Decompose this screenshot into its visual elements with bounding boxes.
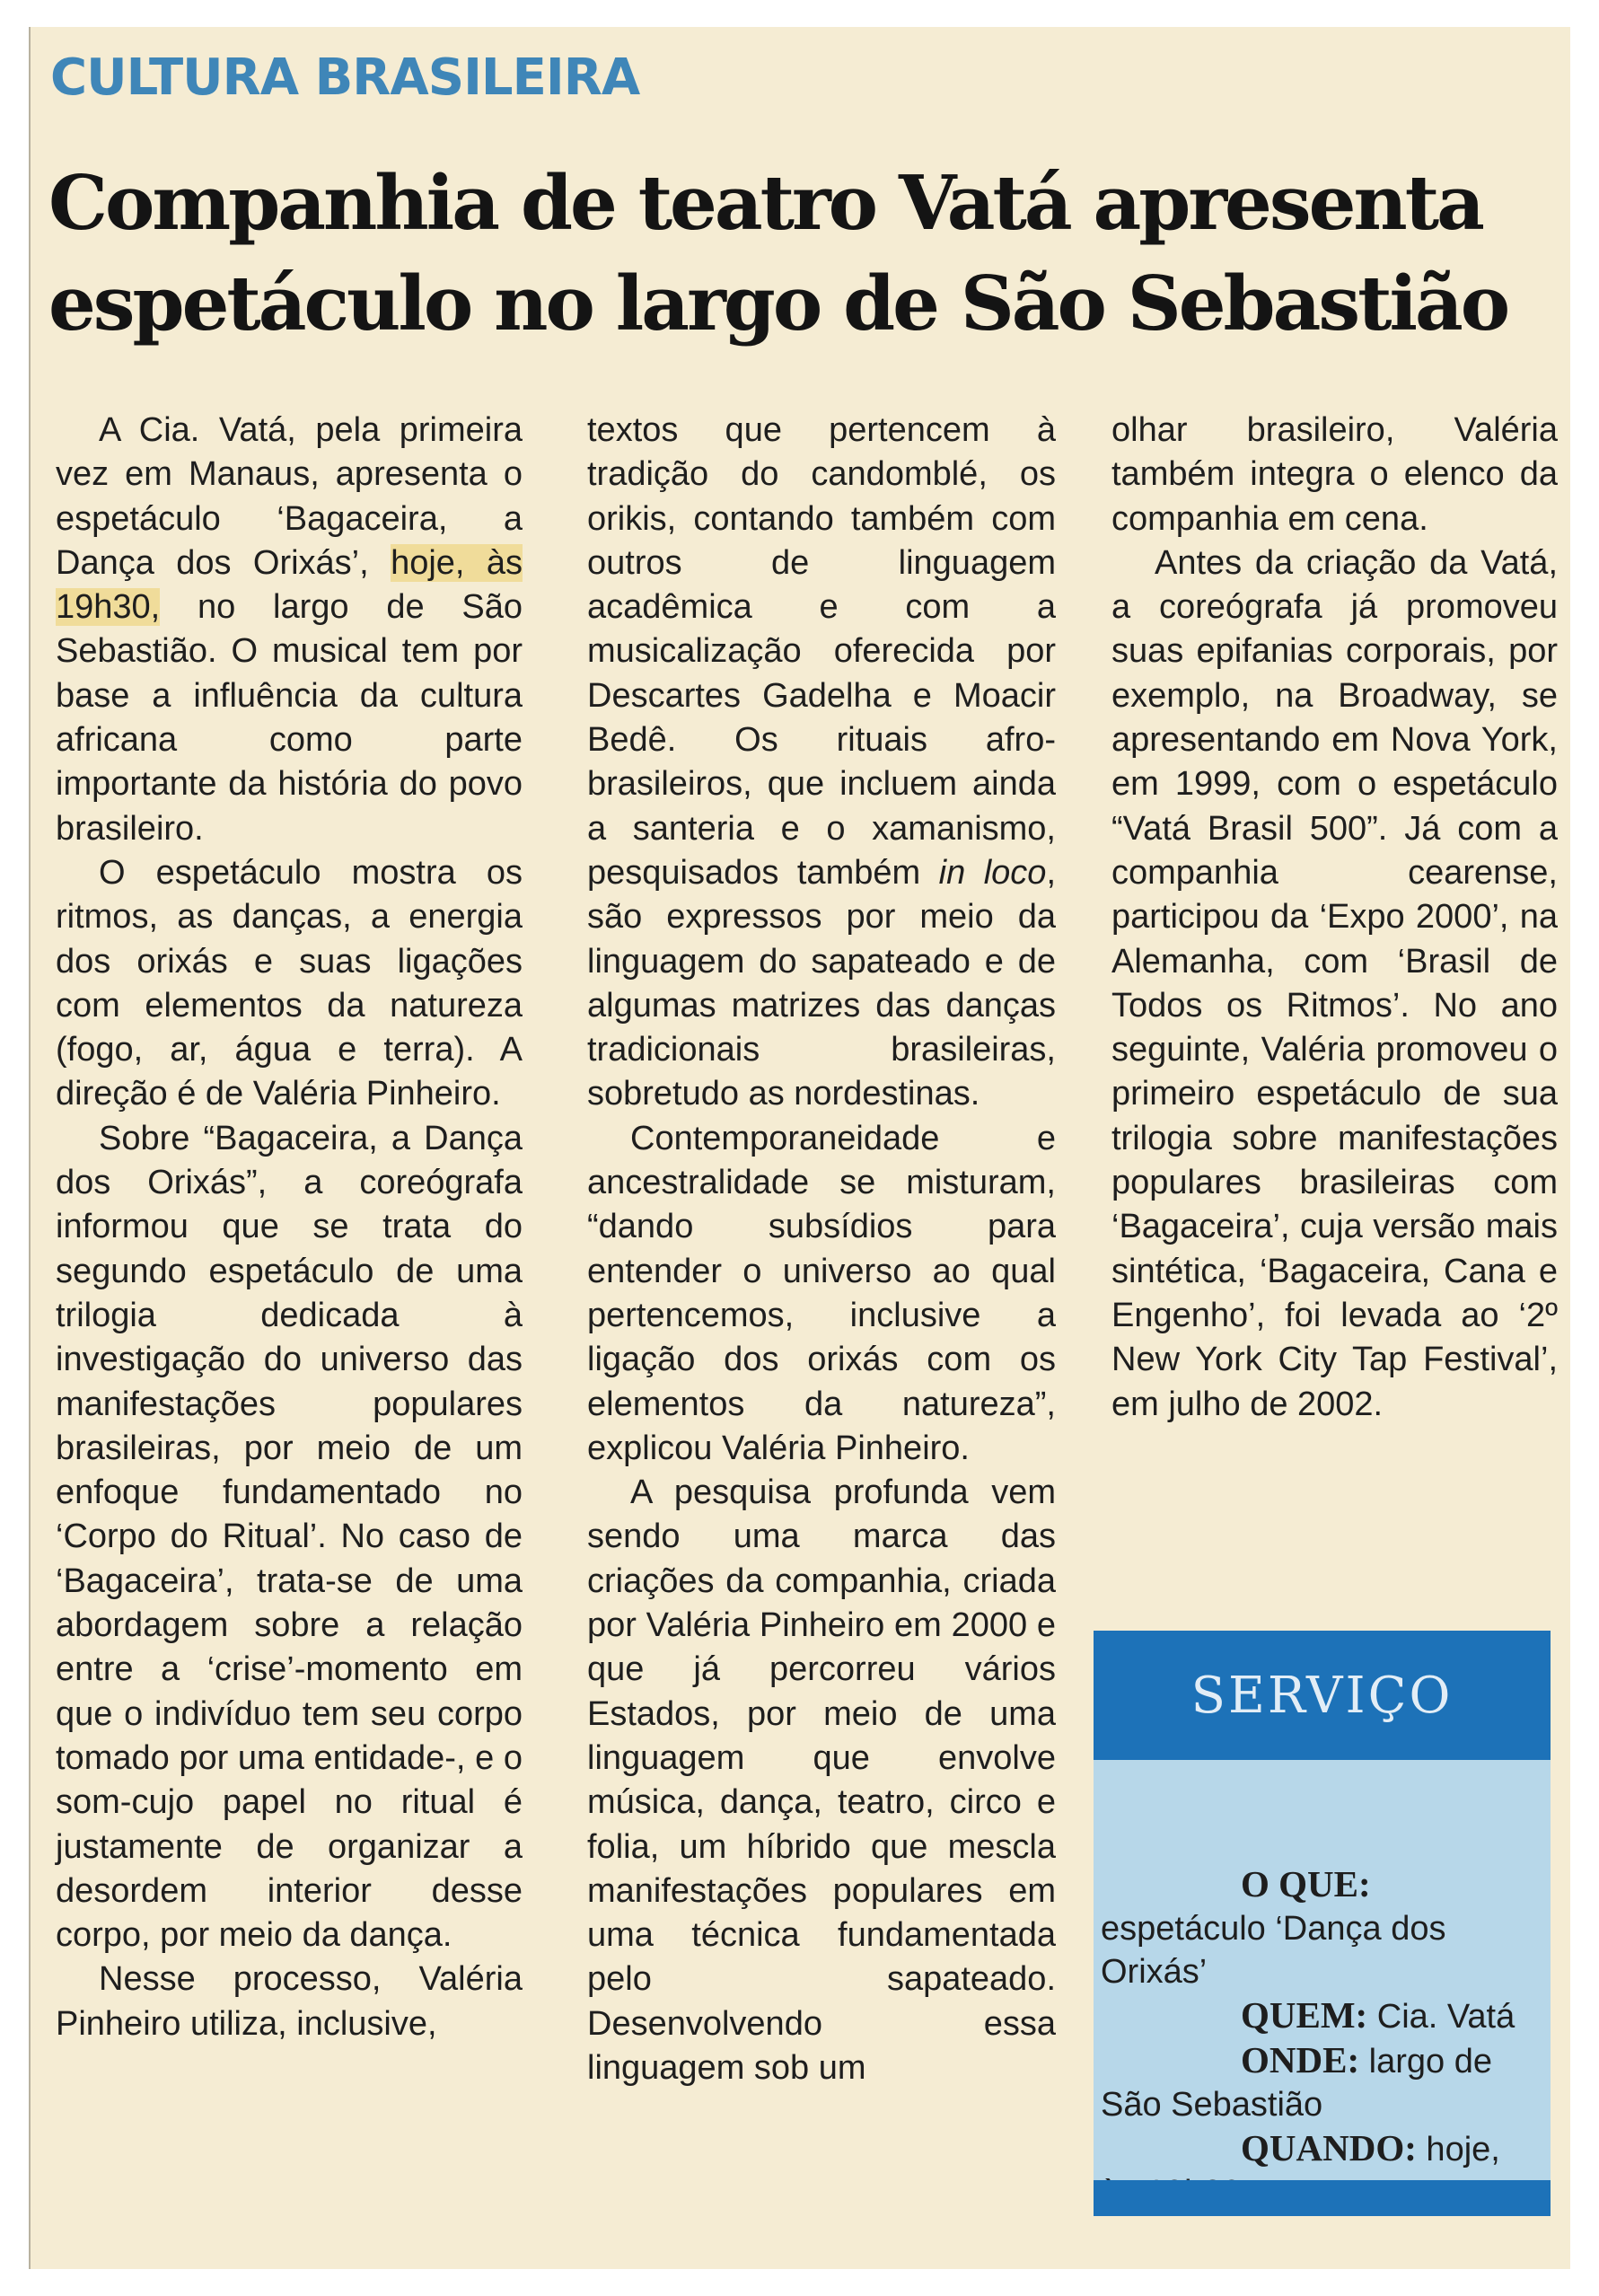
paragraph: Antes da criação da Vatá, a coreógrafa já promoveu suas epifanias corporais, por exemplo, na Broadway, se apresentando em Nova York, em 1999, com o espetáculo “Vatá Brasil 500”. Já com a companhia cearense, participou da ‘Expo 2000’, na Alemanha, com ‘Brasil de Todos os Ritmos’. No ano seguinte, Valéria promoveu o primeiro espetáculo de sua trilogia sobre manifestações populares brasileiras com ‘Bagaceira’, cuja versão mais sintética, ‘Bagaceira, Cana e Engenho’, foi levada ao ‘2º New York City Tap Festival’, em julho de 2002. — [1111, 543, 1558, 1423]
paragraph: olhar brasileiro, Valéria também integra o elenco da companhia em cena. — [1111, 411, 1558, 538]
label: ONDE: — [1241, 2039, 1360, 2080]
headline-line-2: espetáculo no largo de São Sebastião — [48, 260, 1508, 347]
label: QUEM: — [1241, 1994, 1368, 2036]
paragraph — [56, 409, 523, 851]
servico-box — [1094, 1631, 1551, 2216]
article-column-2 — [587, 409, 1056, 2090]
value: Cia. Vatá — [1367, 1998, 1516, 2036]
servico-footer-bar — [1094, 2180, 1551, 2216]
servico-o-que — [1101, 1862, 1538, 1993]
section-label: CULTURA BRASILEIRA — [50, 48, 640, 107]
text-run: no largo de São Sebastião. O musical tem por base a influência da cultura africana como parte importante da história do povo brasileiro. — [56, 588, 523, 848]
paragraph: O espetáculo mostra os ritmos, as danças, a energia dos orixás e suas ligações com elementos da natureza (fogo, ar, água e terra). A direção é de Valéria Pinheiro. — [56, 853, 523, 1113]
value: largo de São Sebastião — [1101, 2043, 1492, 2124]
text-run: textos que pertencem à tradição do candomblé, os orikis, contando também com outros de linguagem acadêmica e com a musicalização oferecida por Descartes Gadelha e Moacir Bedê. Os rituais afro-brasileiros, que incluem ainda a santeria e o xamanismo, pesquisados também — [587, 411, 1056, 892]
italic-term: in loco — [938, 853, 1047, 892]
text-run: A Cia. Vatá, pela primeira vez em Manaus, apresenta o espetáculo ‘Bagaceira, a Dança dos Orixás’, — [56, 411, 523, 582]
paragraph: Nesse processo, Valéria Pinheiro utiliza, inclusive, — [56, 1960, 523, 2043]
newspaper-clipping — [29, 27, 1570, 2269]
paragraph — [587, 409, 1056, 1117]
servico-quem — [1101, 1993, 1538, 2038]
servico-onde — [1101, 2038, 1538, 2126]
article-column-1 — [56, 409, 523, 2046]
value: hoje, — [1426, 2131, 1500, 2168]
article-column-3 — [1111, 409, 1558, 1427]
servico-details — [1101, 1862, 1538, 2214]
headline — [48, 153, 1557, 354]
label: QUANDO: — [1241, 2127, 1417, 2168]
servico-title: SERVIÇO — [1094, 1631, 1551, 1760]
value: espetáculo ‘Dança dos Orixás’ — [1101, 1910, 1446, 1991]
paragraph: A pesquisa profunda vem sendo uma marca das criações da companhia, criada por Valéria Pinheiro em 2000 e que já percorreu vários Estados, por meio de uma linguagem que envolve música, dança, teatro, circo e folia, um híbrido que mescla manifestações populares em uma técnica fundamentada pelo sapateado. Desenvolvendo essa linguagem sob um — [587, 1473, 1056, 2087]
paragraph: Contemporaneidade e ancestralidade se misturam, “dando subsídios para entender o universo ao qual pertencemos, inclusive a ligação dos orixás com os elementos da natureza”, explicou Valéria Pinheiro. — [587, 1119, 1056, 1467]
headline-line-1: Companhia de teatro Vatá apresenta — [48, 159, 1482, 247]
highlighted-time: hoje, às 19h30, — [56, 543, 523, 627]
text-run: , são expressos por meio da linguagem do sapateado e de algumas matrizes das danças tradicionais brasileiras, sobretudo as nordestinas. — [587, 853, 1057, 1113]
paragraph: Sobre “Bagaceira, a Dança dos Orixás”, a coreógrafa informou que se trata do segundo espetáculo de uma trilogia dedicada à investigação do universo das manifestações populares brasileiras, por meio de um enfoque fundamentado no ‘Corpo do Ritual’. No caso de ‘Bagaceira’, trata-se de uma abordagem sobre a relação entre a ‘crise’-momento em que o indivíduo tem seu corpo tomado por uma entidade-, e o som-cujo papel no ritual é justamente de organizar a desordem interior desse corpo, por meio da dança. — [56, 1119, 523, 1955]
label: O QUE: — [1241, 1863, 1371, 1905]
